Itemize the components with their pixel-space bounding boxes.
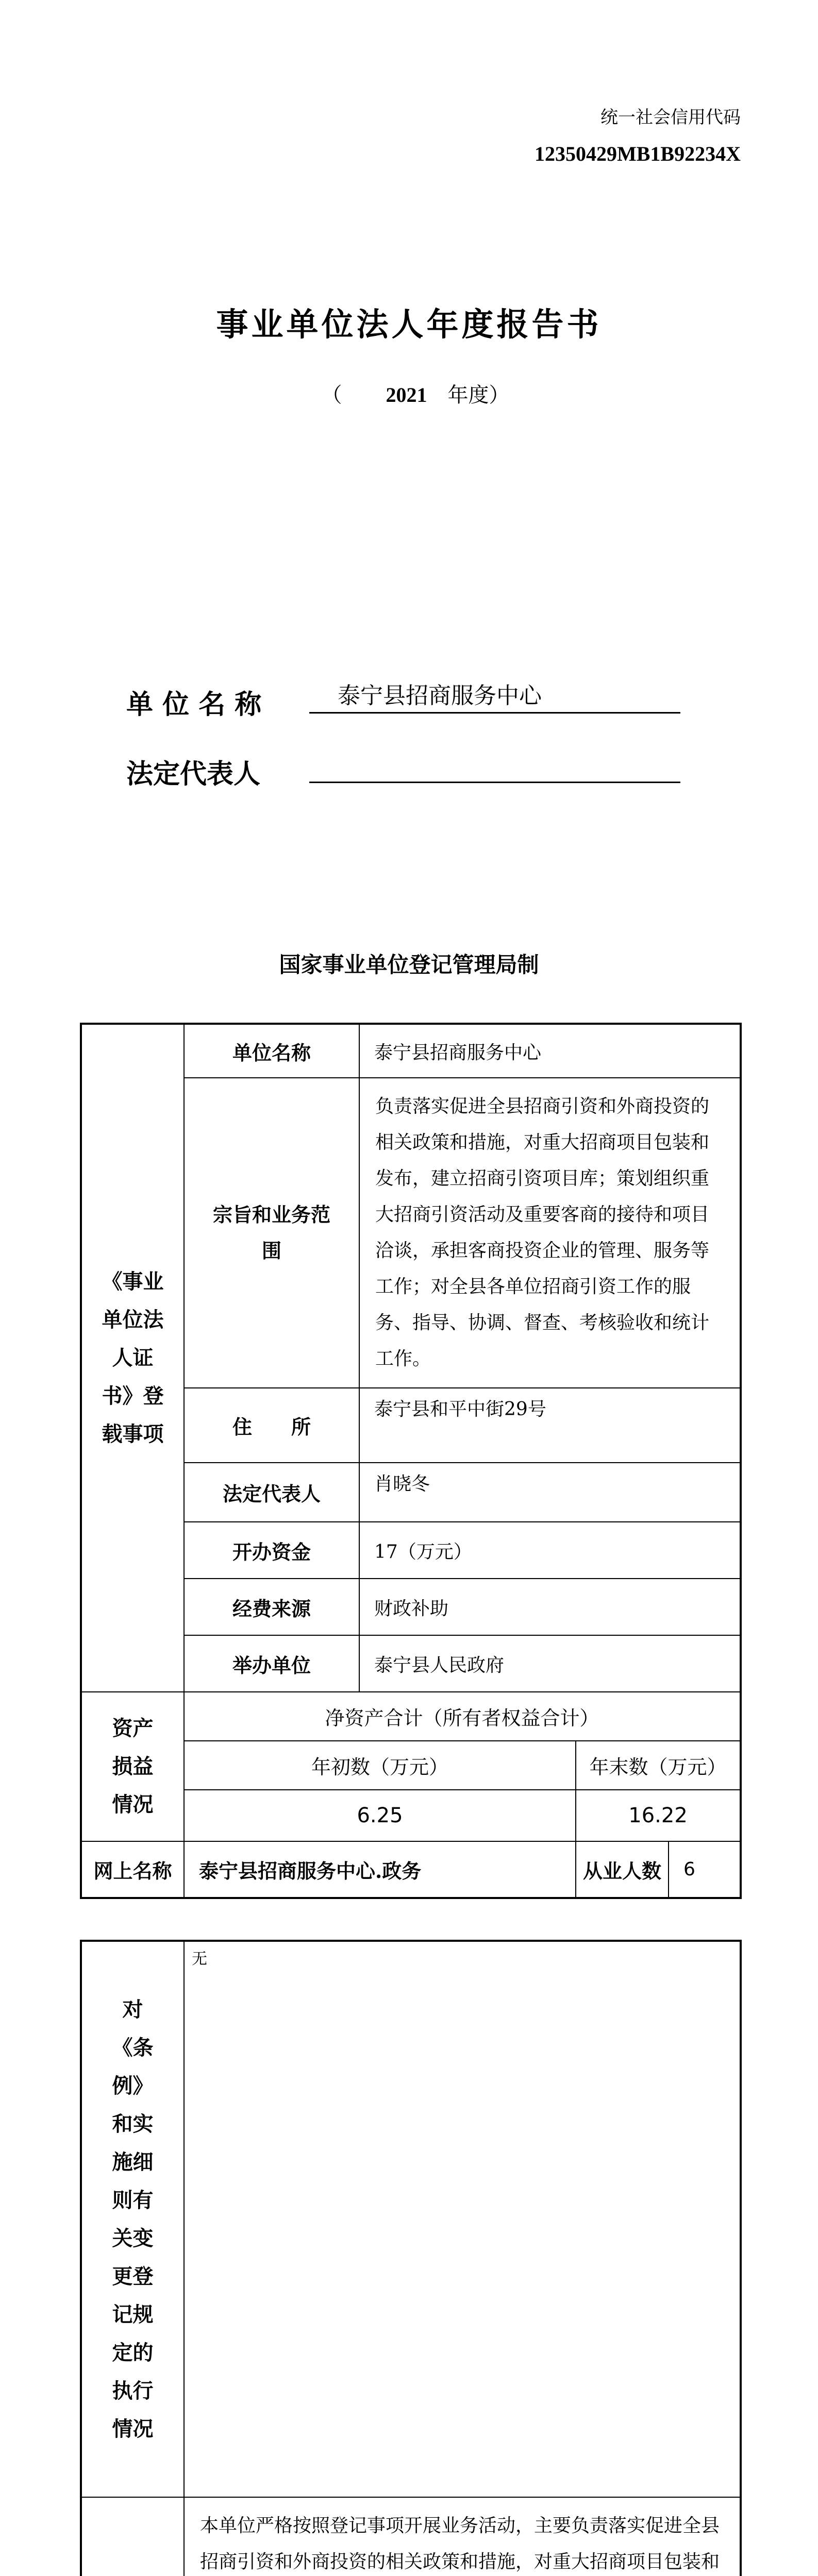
- compliance-label-text: 对《条例》和实施细则有关变更登记规定的执行情况: [112, 1997, 154, 2441]
- issuer: 国家事业单位登记管理局制: [279, 952, 539, 977]
- address-label: 住 所: [184, 1388, 359, 1463]
- credit-code-label: 统一社会信用代码: [600, 107, 741, 128]
- end-value: 16.22: [576, 1790, 741, 1841]
- cover-unit-name: 泰宁县招商服务中心: [338, 683, 542, 709]
- activities-value: 本单位严格按照登记事项开展业务活动，主要负责落实促进全县招商引资和外商投资的相关政策和措施，对重大招商项目包装和: [184, 2497, 741, 2576]
- address-value: 泰宁县和平中街29号: [359, 1388, 741, 1463]
- compliance-label: [81, 1941, 184, 2497]
- purpose-label-text: 宗旨和业务范围: [213, 1203, 331, 1262]
- online-name-label: 网上名称: [81, 1841, 184, 1898]
- staff-value: 6: [669, 1841, 741, 1898]
- purpose-value: 负责落实促进全县招商引资和外商投资的相关政策和措施，对重大招商项目包装和发布，建立招商引资项目库；策划组织重大招商引资活动及重要客商的接待和项目洽谈，承担客商投资企业的管理、服务等工作；对全县各单位招商引资工作的服务、指导、协调、督查、考核验收和统计工作。: [359, 1078, 741, 1388]
- cover-legal-rep-label: 法定代表人: [126, 758, 261, 790]
- funding-label: 经费来源: [184, 1579, 359, 1635]
- end-label: 年末数（万元）: [576, 1741, 741, 1790]
- sponsor-value: 泰宁县人民政府: [359, 1635, 741, 1692]
- funding-value: 财政补助: [359, 1579, 741, 1635]
- cover-unit-name-label: 单 位 名 称: [126, 689, 262, 720]
- legal-rep-value: 肖晓冬: [359, 1463, 741, 1522]
- cover-unit-name-field: [309, 681, 680, 714]
- unit-name-value: 泰宁县招商服务中心: [359, 1024, 741, 1078]
- activities-table: [80, 1940, 742, 2576]
- year-value: 2021: [386, 383, 427, 406]
- report-year: [0, 379, 818, 408]
- purpose-label: [184, 1078, 359, 1388]
- certificate-items-label: [81, 1024, 184, 1692]
- cover-legal-rep-field: [309, 751, 680, 783]
- activities-label: [81, 2497, 184, 2576]
- begin-label: 年初数（万元）: [184, 1741, 576, 1790]
- sponsor-label: 举办单位: [184, 1635, 359, 1692]
- capital-label: 开办资金: [184, 1522, 359, 1579]
- year-suffix: 年度）: [447, 383, 510, 407]
- unit-name-label: 单位名称: [184, 1024, 359, 1078]
- capital-value: 17（万元）: [359, 1522, 741, 1579]
- credit-code: 12350429MB1B92234X: [535, 142, 741, 165]
- compliance-value: 无: [184, 1941, 741, 2497]
- begin-value: 6.25: [184, 1790, 576, 1841]
- assets-label: [81, 1692, 184, 1841]
- online-name-value: 泰宁县招商服务中心.政务: [184, 1841, 576, 1898]
- net-assets-label: 净资产合计（所有者权益合计）: [184, 1692, 741, 1741]
- certificate-items-text: 《事业单位法人证书》登载事项: [102, 1269, 164, 1446]
- report-title: 事业单位法人年度报告书: [216, 306, 602, 343]
- registration-table: [80, 1023, 742, 1899]
- staff-label: 从业人数: [576, 1841, 669, 1898]
- assets-label-text: 资产损益情况: [112, 1716, 154, 1817]
- year-open-paren: （: [321, 383, 342, 407]
- legal-rep-label: 法定代表人: [184, 1463, 359, 1522]
